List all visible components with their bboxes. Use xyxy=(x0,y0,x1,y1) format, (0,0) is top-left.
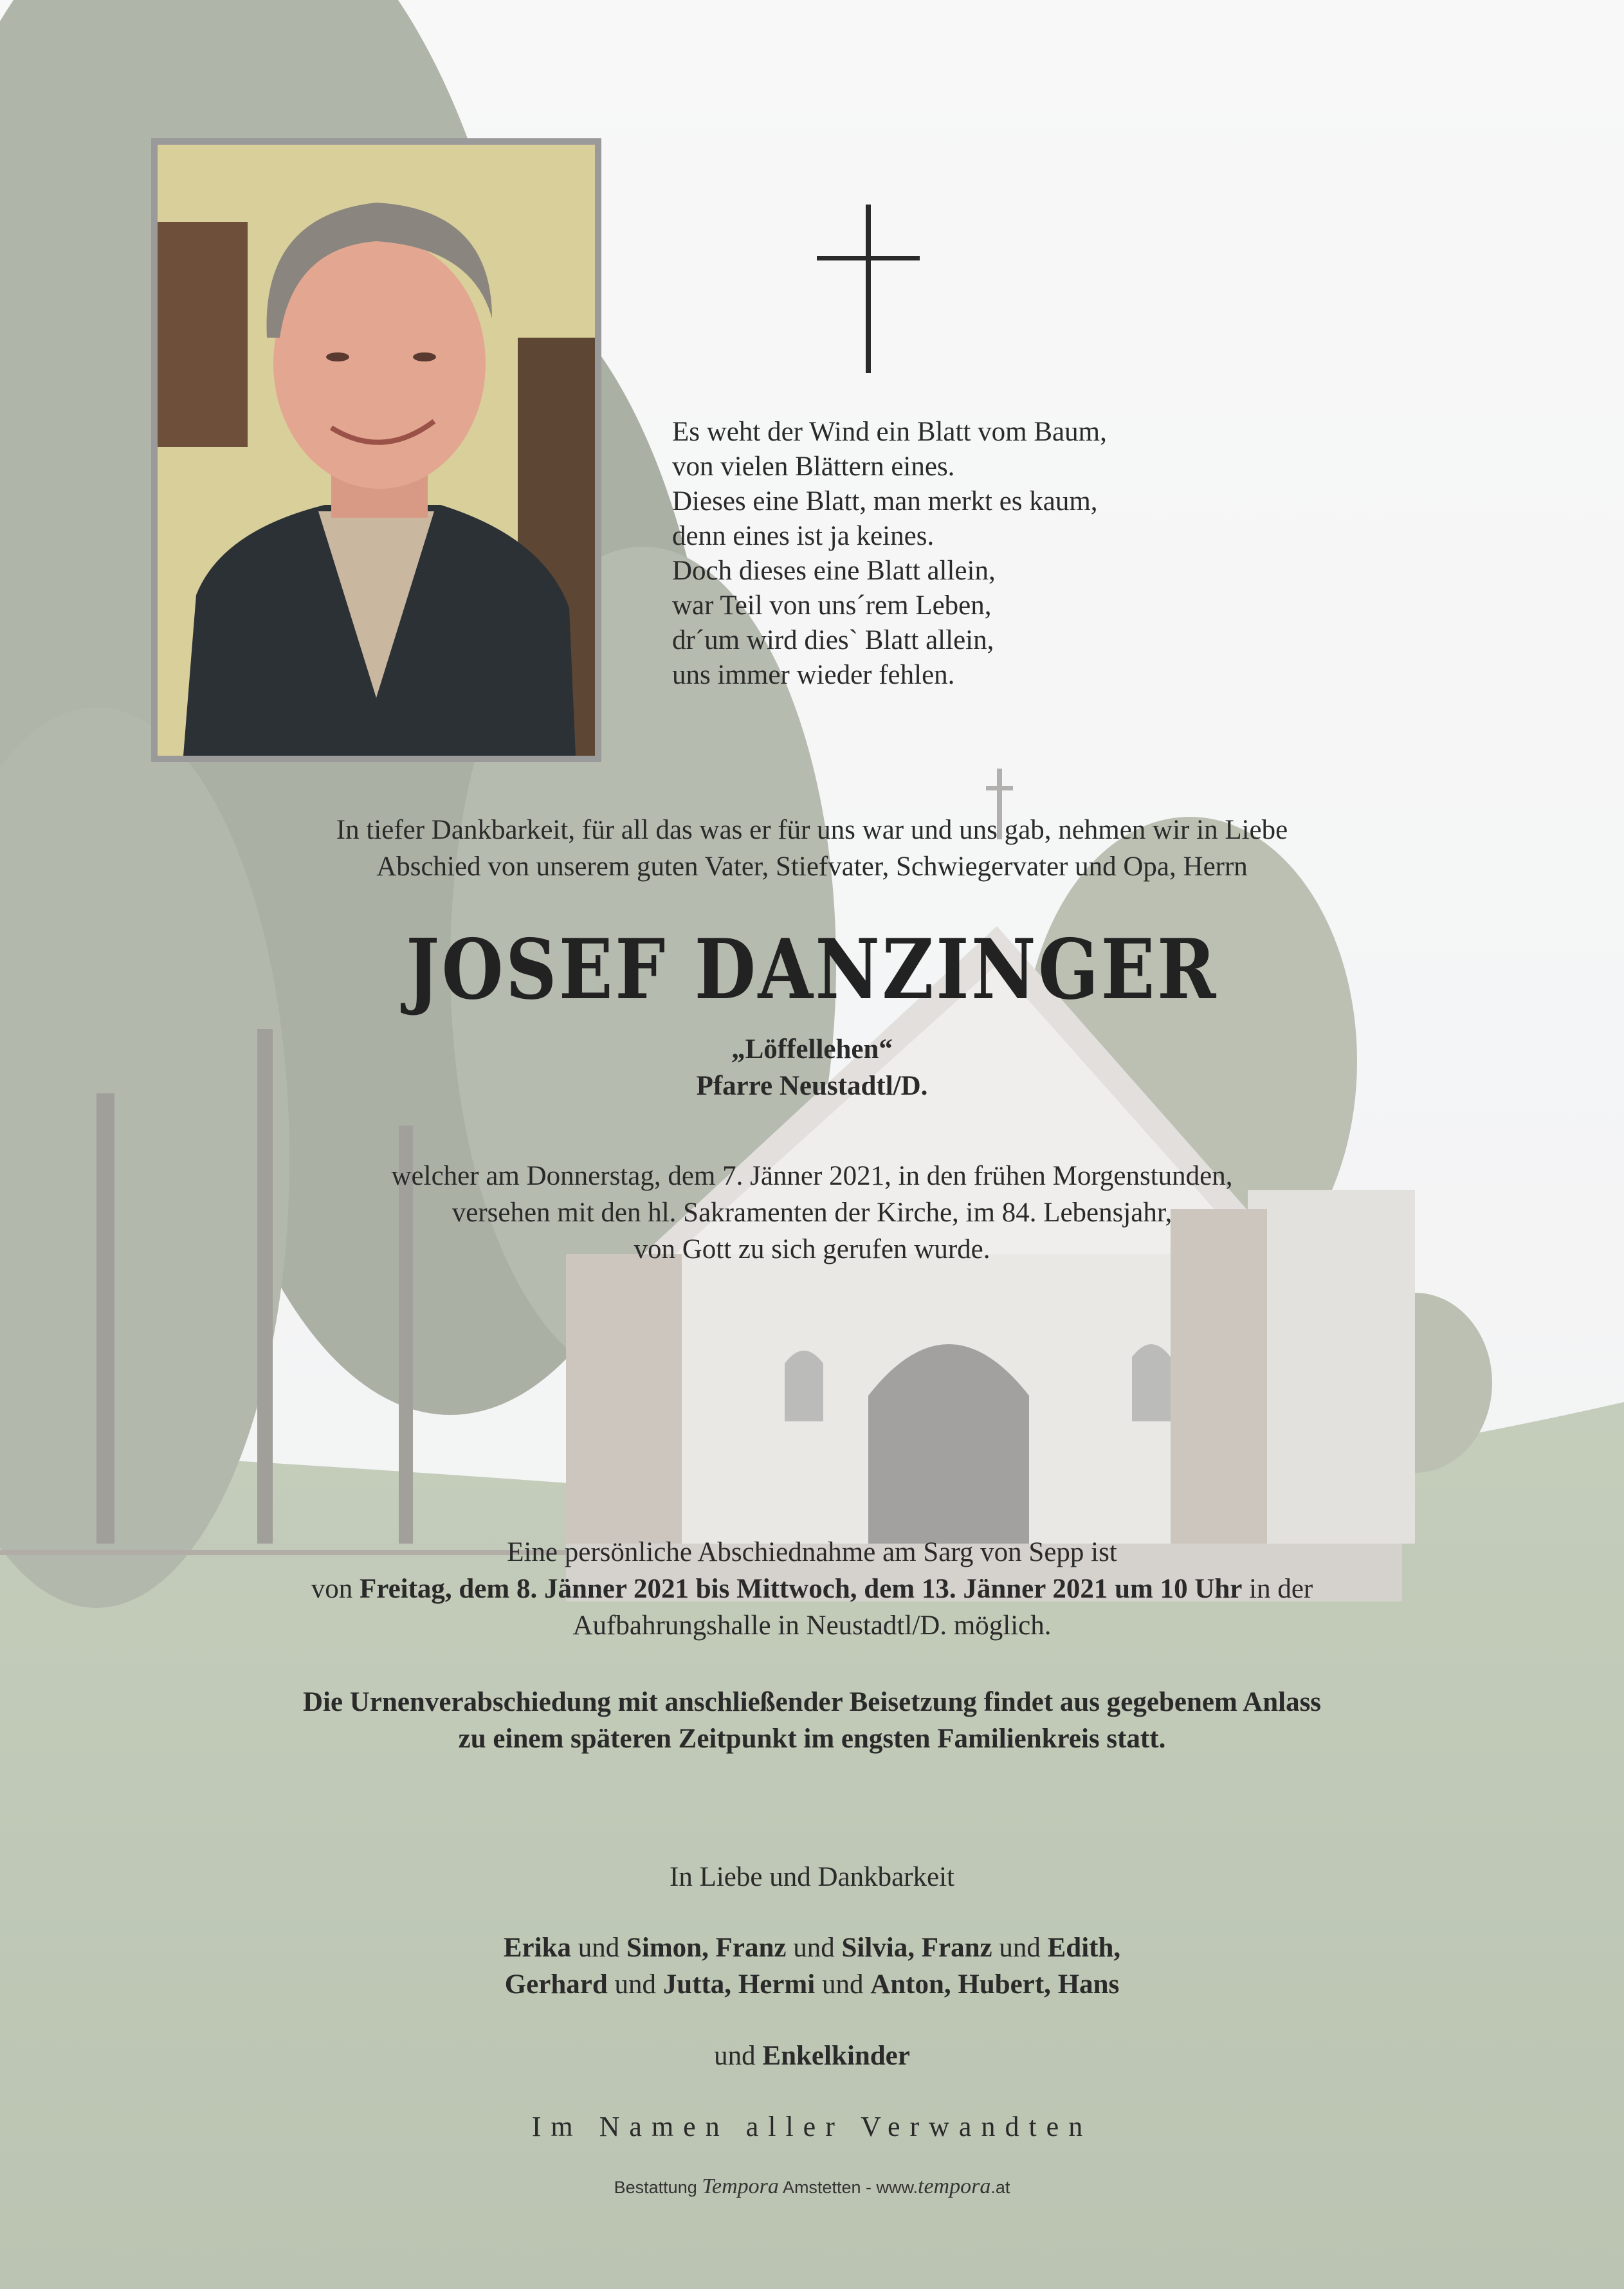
conjunction: und xyxy=(571,1933,626,1963)
parish: Pfarre Neustadtl/D. xyxy=(696,1071,928,1101)
footer-brand-url: tempora xyxy=(918,2175,991,2198)
family-member: Hans xyxy=(1050,1969,1120,2000)
family-member: Erika xyxy=(503,1933,571,1963)
viewing-line-1: Eine persönliche Abschiednahme am Sarg von Sepp ist xyxy=(507,1537,1117,1567)
urn-line-2: zu einem späteren Zeitpunkt im engsten Familienkreis statt. xyxy=(458,1724,1166,1754)
conjunction: und xyxy=(714,2041,763,2071)
death-line-1: welcher am Donnerstag, dem 7. Jänner 2021, in den frühen Morgenstunden, xyxy=(391,1161,1233,1191)
footer-brand: Tempora xyxy=(702,2175,779,2198)
grandchildren xyxy=(0,2038,1624,2074)
conjunction: und xyxy=(786,1933,842,1963)
intro-line-2: Abschied von unserem guten Vater, Stiefvater, Schwiegervater und Opa, Herrn xyxy=(376,852,1248,882)
family-member: Franz xyxy=(914,1933,992,1963)
family-member: Simon, xyxy=(626,1933,709,1963)
funeral-home-footer xyxy=(0,2174,1624,2200)
intro-line-1: In tiefer Dankbarkeit, für all das was er für uns war und uns gab, nehmen wir in Liebe xyxy=(336,815,1288,845)
family-names xyxy=(0,1929,1624,2003)
viewing-dates: Freitag, dem 8. Jänner 2021 bis Mittwoch, dem 13. Jänner 2021 um 10 Uhr xyxy=(360,1574,1243,1604)
family-line-1 xyxy=(0,1929,1624,1966)
footer-post: .at xyxy=(990,2178,1010,2197)
poem-line: denn eines ist ja keines. xyxy=(672,521,935,551)
conjunction: und xyxy=(815,1969,871,2000)
footer-pre: Bestattung xyxy=(614,2178,702,2197)
viewing-notice xyxy=(0,1534,1624,1644)
urn-line-1: Die Urnenverabschiedung mit anschließender Beisetzung findet aus gegebenem Anlass xyxy=(302,1687,1322,1717)
death-notice xyxy=(0,1158,1624,1268)
urn-notice xyxy=(0,1684,1624,1757)
viewing-line-2 xyxy=(0,1571,1624,1607)
closing-phrase: In Liebe und Dankbarkeit xyxy=(670,1862,954,1892)
cross-icon xyxy=(817,205,920,373)
conjunction: und xyxy=(607,1969,663,2000)
grandchildren-label: Enkelkinder xyxy=(762,2041,910,2071)
poem-line: Doch dieses eine Blatt allein, xyxy=(672,556,996,586)
viewing-line-3: Aufbahrungshalle in Neustadtl/D. möglich. xyxy=(572,1610,1052,1641)
footer-mid: Amstetten - www. xyxy=(778,2178,918,2197)
portrait-frame xyxy=(151,138,601,762)
family-member: Hermi xyxy=(731,1969,816,2000)
death-line-3: von Gott zu sich gerufen wurde. xyxy=(634,1234,990,1264)
deceased-name: JOSEF DANZINGER xyxy=(406,922,1218,1018)
family-member: Edith, xyxy=(1047,1933,1121,1963)
conjunction: und xyxy=(992,1933,1048,1963)
poem-line: war Teil von uns´rem Leben, xyxy=(672,590,992,621)
intro-text xyxy=(0,812,1624,885)
portrait-photo xyxy=(158,145,595,756)
nickname-block xyxy=(0,1031,1624,1104)
family-member: Gerhard xyxy=(504,1969,608,2000)
relatives-line: Im Namen aller Verwandten xyxy=(531,2111,1093,2142)
family-member: Anton, xyxy=(870,1969,951,2000)
poem-line: Es weht der Wind ein Blatt vom Baum, xyxy=(672,417,1107,447)
death-line-2: versehen mit den hl. Sakramenten der Kirche, im 84. Lebensjahr, xyxy=(452,1198,1172,1228)
family-member: Hubert, xyxy=(951,1969,1051,2000)
family-member: Franz xyxy=(708,1933,787,1963)
viewing-post: in der xyxy=(1242,1574,1313,1604)
nickname: „Löffellehen“ xyxy=(731,1034,893,1064)
family-member: Jutta, xyxy=(662,1969,732,2000)
poem-line: Dieses eine Blatt, man merkt es kaum, xyxy=(672,486,1098,516)
viewing-pre: von xyxy=(311,1574,360,1604)
poem-line: uns immer wieder fehlen. xyxy=(672,660,955,690)
family-member: Silvia, xyxy=(841,1933,915,1963)
poem xyxy=(672,415,1251,693)
family-line-2 xyxy=(0,1966,1624,2003)
poem-line: von vielen Blättern eines. xyxy=(672,451,955,482)
poem-line: dr´um wird dies` Blatt allein, xyxy=(672,625,994,655)
